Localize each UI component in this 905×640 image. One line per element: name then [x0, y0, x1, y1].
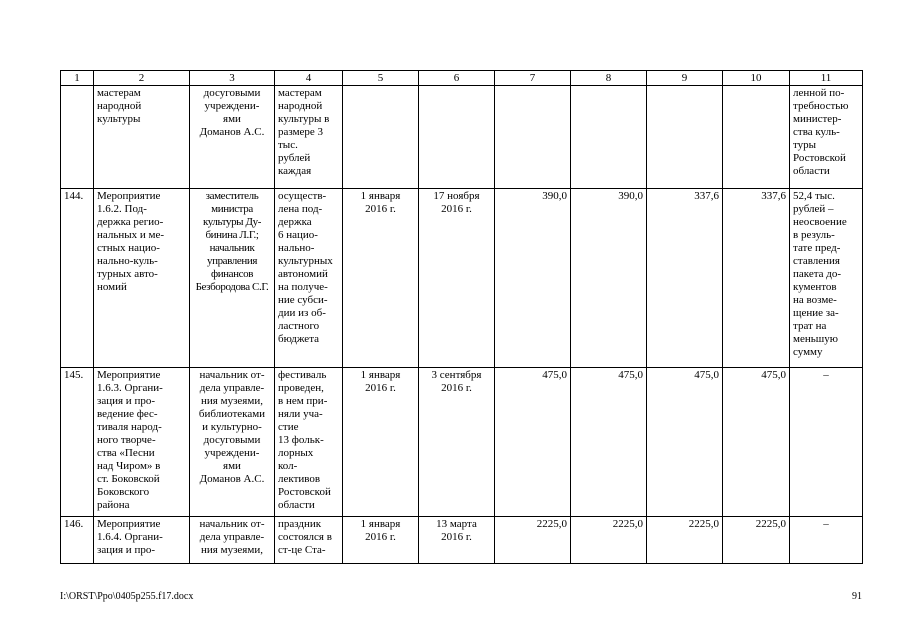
- responsible: начальник от- дела управле- ния музеями,: [190, 517, 275, 564]
- responsible: досуговыми учреждени- ями Доманов А.С.: [190, 86, 275, 189]
- note: ленной по- требностью министер- ства куль- туры Ростовской области: [790, 86, 863, 189]
- table-row: [61, 189, 863, 368]
- value-col10: [723, 86, 790, 189]
- row-number: 145.: [61, 368, 94, 517]
- value-col9: [647, 86, 723, 189]
- table-row: [61, 517, 863, 564]
- column-header: 6: [419, 71, 495, 86]
- result: мастерам народной культуры в размере 3 тыс. рублей каждая: [275, 86, 343, 189]
- table-row: [61, 86, 863, 189]
- end-date: [419, 86, 495, 189]
- table-row: [61, 368, 863, 517]
- value-col7: 475,0: [495, 368, 571, 517]
- value-col10: 2225,0: [723, 517, 790, 564]
- responsible: начальник от- дела управле- ния музеями, библиотеками и культурно- досуговыми учреждени- ями Доманов А.С.: [190, 368, 275, 517]
- end-date: 13 марта 2016 г.: [419, 517, 495, 564]
- event-name: Мероприятие 1.6.3. Органи- зация и про- ведение фес- тиваля народ- ного творче- ства «Песни над Чиром» в ст. Боковской Боковского района: [94, 368, 190, 517]
- column-header: 8: [571, 71, 647, 86]
- value-col8: 2225,0: [571, 517, 647, 564]
- value-col8: 390,0: [571, 189, 647, 368]
- value-col8: 475,0: [571, 368, 647, 517]
- row-number: 144.: [61, 189, 94, 368]
- value-col10: 337,6: [723, 189, 790, 368]
- column-header: 11: [790, 71, 863, 86]
- start-date: 1 января 2016 г.: [343, 368, 419, 517]
- file-path: I:\ORST\Ppo\0405p255.f17.docx: [60, 591, 194, 602]
- result: осуществ- лена под- держка 6 нацио- нально- культурных автономий на получе- ние субси- дии из об- ластного бюджета: [275, 189, 343, 368]
- value-col9: 337,6: [647, 189, 723, 368]
- start-date: 1 января 2016 г.: [343, 189, 419, 368]
- responsible: заместитель министра культуры Ду- бинина Л.Г.; начальник управления финансов Безбородова С.Г.: [190, 189, 275, 368]
- end-date: 17 ноября 2016 г.: [419, 189, 495, 368]
- event-name: мастерам народной культуры: [94, 86, 190, 189]
- column-header: 4: [275, 71, 343, 86]
- value-col10: 475,0: [723, 368, 790, 517]
- result: фестиваль проведен, в нем при- няли уча- стие 13 фольк- лорных кол- лективов Ростовской области: [275, 368, 343, 517]
- value-col7: 2225,0: [495, 517, 571, 564]
- note: –: [790, 368, 863, 517]
- column-header: 1: [61, 71, 94, 86]
- column-header: 10: [723, 71, 790, 86]
- value-col7: 390,0: [495, 189, 571, 368]
- row-number: [61, 86, 94, 189]
- row-number: 146.: [61, 517, 94, 564]
- event-name: Мероприятие 1.6.4. Органи- зация и про-: [94, 517, 190, 564]
- start-date: [343, 86, 419, 189]
- value-col9: 475,0: [647, 368, 723, 517]
- column-header: 7: [495, 71, 571, 86]
- report-table: [60, 70, 863, 564]
- column-header: 2: [94, 71, 190, 86]
- value-col8: [571, 86, 647, 189]
- end-date: 3 сентября 2016 г.: [419, 368, 495, 517]
- column-header: 5: [343, 71, 419, 86]
- header-row: [61, 71, 863, 86]
- note: 52,4 тыс. рублей – неосвоение в резуль- тате пред- ставления пакета до- кументов на возме- щение за- трат на меньшую сумму: [790, 189, 863, 368]
- note: –: [790, 517, 863, 564]
- column-header: 9: [647, 71, 723, 86]
- start-date: 1 января 2016 г.: [343, 517, 419, 564]
- event-name: Мероприятие 1.6.2. Под- держка регио- нальных и ме- стных нацио- нально-куль- турных авто- номий: [94, 189, 190, 368]
- page-number: 91: [852, 591, 862, 602]
- value-col7: [495, 86, 571, 189]
- result: праздник состоялся в ст-це Ста-: [275, 517, 343, 564]
- value-col9: 2225,0: [647, 517, 723, 564]
- column-header: 3: [190, 71, 275, 86]
